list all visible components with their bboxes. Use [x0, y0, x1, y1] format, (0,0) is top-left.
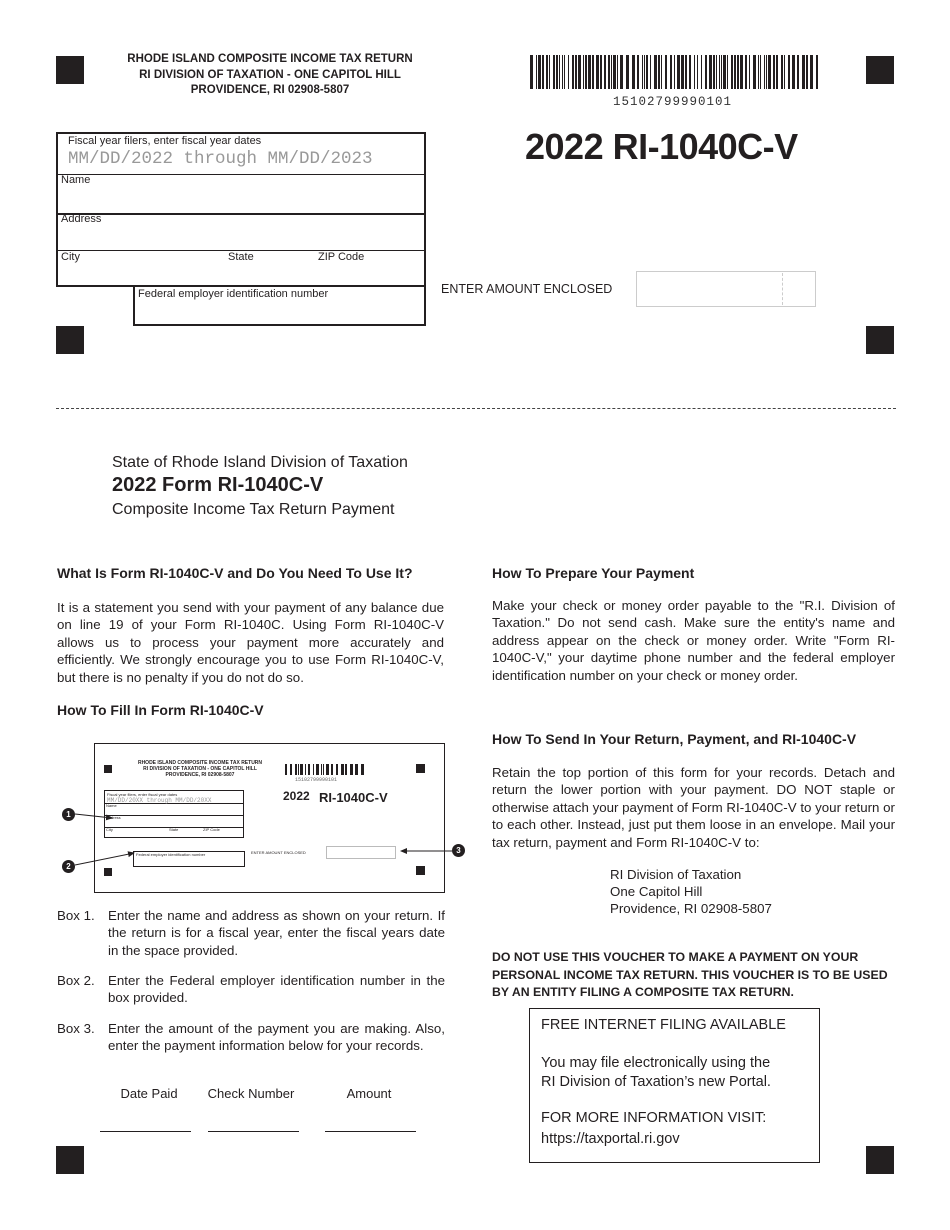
illus-city-label: City — [106, 827, 113, 832]
what-text: It is a statement you send with your payment of any balance due on line 19 of your Form RI-1040C. Using Form RI-1040C-V allows us to process your payment more accurately and efficiently. We strongly encourage you to use Form RI-1040C-V, but there is no penalty if you do not do so. — [57, 600, 444, 685]
box1-text: Enter the name and address as shown on your return. If the return is for a fiscal year, enter the fiscal years date in the space provided. — [108, 908, 445, 958]
name-field[interactable] — [58, 188, 424, 212]
amount-record-line[interactable] — [325, 1131, 416, 1132]
info-visit: FOR MORE INFORMATION VISIT: — [541, 1110, 767, 1126]
illus-amount-label: ENTER AMOUNT ENCLOSED — [251, 850, 306, 855]
illus-state-label: State — [169, 827, 179, 832]
illus-name-label: Name — [106, 803, 117, 808]
illus-header-line: PROVIDENCE, RI 02908-5807 — [165, 772, 235, 778]
registration-mark — [56, 326, 84, 354]
voucher-header — [105, 52, 435, 99]
illus-header-line: RHODE ISLAND COMPOSITE INCOME TAX RETURN — [137, 760, 263, 766]
registration-mark — [866, 326, 894, 354]
mailing-address-line: RI Division of Taxation — [610, 867, 742, 882]
illus-address-label: Address — [106, 815, 121, 820]
registration-mark — [866, 56, 894, 84]
prepare-heading: How To Prepare Your Payment — [492, 565, 695, 581]
registration-mark — [104, 765, 112, 773]
info-heading: FREE INTERNET FILING AVAILABLE — [541, 1017, 786, 1033]
illus-form: RI-1040C-V — [319, 790, 388, 805]
fill-heading: How To Fill In Form RI-1040C-V — [57, 702, 264, 718]
illus-year: 2022 — [283, 789, 310, 803]
illus-fein-label: Federal employer identification number — [136, 852, 206, 857]
registration-mark — [416, 764, 425, 773]
illus-barcode — [285, 764, 367, 775]
registration-mark — [866, 1146, 894, 1174]
callout-1: 1 — [62, 808, 75, 821]
mailing-address-line: One Capitol Hill — [610, 884, 703, 899]
mailing-address-line: Providence, RI 02908-5807 — [610, 901, 772, 916]
date-paid-label: Date Paid — [120, 1086, 178, 1101]
barcode-number: 15102799990101 — [612, 95, 733, 109]
check-number-line[interactable] — [208, 1131, 299, 1132]
callout-arrows — [56, 800, 466, 880]
amount-cents-divider — [782, 273, 783, 305]
state-label: State — [228, 251, 254, 263]
box1-key: Box 1. — [57, 908, 95, 923]
illus-fiscal-label: Fiscal year filers, enter fiscal year dates — [107, 792, 178, 797]
illus-fiscal-placeholder: MM/DD/20XX through MM/DD/20XX — [107, 797, 212, 804]
address-field[interactable] — [58, 226, 424, 248]
portal-link[interactable]: https://taxportal.ri.gov — [541, 1131, 680, 1147]
fiscal-year-label: Fiscal year filers, enter fiscal year dates — [68, 135, 262, 147]
barcode — [530, 55, 818, 89]
send-heading: How To Send In Your Return, Payment, and RI-1040C-V — [492, 731, 857, 747]
city-label: City — [61, 251, 80, 263]
box3-key: Box 3. — [57, 1021, 95, 1036]
illus-header-line: RI DIVISION OF TAXATION - ONE CAPITOL HILL — [143, 766, 257, 772]
amount-label: ENTER AMOUNT ENCLOSED — [441, 282, 613, 296]
city-state-zip-field[interactable] — [58, 264, 424, 284]
send-text: Retain the top portion of this form for your records. Detach and return the lower portion with your payment. DO NOT staple or otherwise attach your payment of Form RI-1040C-V to your return or to each other. Instead, just put them loose in an envelope. Mail your tax return, payment and Form RI-1040C-V to: — [492, 765, 895, 850]
agency-name: State of Rhode Island Division of Taxation — [112, 454, 408, 471]
registration-mark — [56, 1146, 84, 1174]
address-label: Address — [61, 213, 102, 225]
box1-instruction — [57, 907, 445, 959]
header-line: RHODE ISLAND COMPOSITE INCOME TAX RETURN — [127, 53, 413, 65]
zip-label: ZIP Code — [318, 251, 365, 263]
fiscal-year-field[interactable]: MM/DD/2022 through MM/DD/2023 — [68, 149, 373, 169]
info-text: You may file electronically using the — [541, 1055, 771, 1071]
box2-instruction — [57, 972, 445, 1007]
box3-text: Enter the amount of the payment you are making. Also, enter the payment information below for your records. — [108, 1021, 445, 1054]
amount-field[interactable] — [636, 271, 816, 307]
cut-line — [56, 408, 896, 409]
box2-text: Enter the Federal employer identification number in the box provided. — [108, 973, 445, 1006]
registration-mark — [56, 56, 84, 84]
form-title: 2022 RI-1040C-V — [525, 126, 798, 167]
illus-barcode-number: 15102799990101 — [295, 777, 338, 783]
name-label: Name — [61, 174, 91, 186]
what-heading: What Is Form RI-1040C-V and Do You Need To Use It? — [57, 565, 413, 581]
header-line: PROVIDENCE, RI 02908-5807 — [190, 84, 350, 96]
filing-info-box — [529, 1008, 820, 1163]
info-text: RI Division of Taxation’s new Portal. — [541, 1074, 771, 1090]
fein-label: Federal employer identification number — [138, 288, 329, 300]
illus-zip-label: ZIP Code — [203, 827, 220, 832]
box3-instruction — [57, 1020, 445, 1072]
callout-3: 3 — [452, 844, 465, 857]
date-paid-line[interactable] — [100, 1131, 191, 1132]
callout-2: 2 — [62, 860, 75, 873]
check-number-label: Check Number — [207, 1086, 295, 1101]
voucher-warning: DO NOT USE THIS VOUCHER TO MAKE A PAYMENT ON YOUR PERSONAL INCOME TAX RETURN. THIS VOUCHER IS TO BE USED BY AN ENTITY FILING A COMPOSITE TAX RETURN. — [492, 950, 888, 999]
box2-key: Box 2. — [57, 973, 95, 988]
instructions-subtitle: Composite Income Tax Return Payment — [112, 501, 395, 518]
instructions-form-title: 2022 Form RI-1040C-V — [112, 474, 324, 496]
amount-record-label: Amount — [346, 1086, 392, 1101]
header-line: RI DIVISION OF TAXATION - ONE CAPITOL HILL — [139, 68, 401, 81]
prepare-text: Make your check or money order payable to the "R.I. Division of Taxation." Do not send cash. Make sure the entity's name and address appear on the check or money order. Write "Form RI-1040C-V," your daytime phone number and the federal employer identification number on your check or money order. — [492, 598, 895, 683]
